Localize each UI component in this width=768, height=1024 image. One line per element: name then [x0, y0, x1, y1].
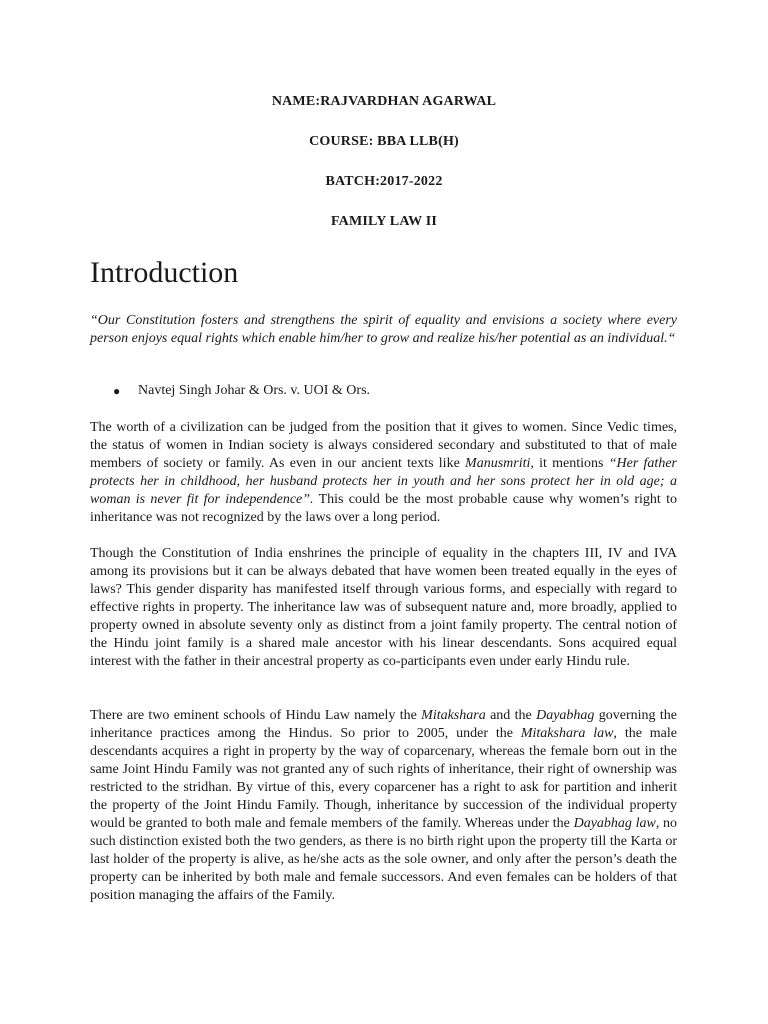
- paragraph-3-text-i: , no such distinction existed both the two genders, as there is no birth right upon the property till the Karta or last holder of the property is alive, as he/she acts as the sole owner, and only after the person’s death the property can be inherited by both male and female successors. And even females can be holders of that position managing the affairs of the Family.: [90, 816, 677, 903]
- paragraph-3-dayabhag: Dayabhag: [536, 708, 595, 723]
- subject-line: FAMILY LAW II: [330, 214, 438, 229]
- paragraph-1-text-a: The worth of a civilization can be judged from the position that it gives to women. Since Vedic times, the status of women in Indian society is always considered secondary and substituted to that of male members of society or family. As even in our ancient texts like: [90, 420, 677, 471]
- constitution-quote: “Our Constitution fosters and strengthens the spirit of equality and envisions a society where every person enjoys equal rights which enable him/her to grow and realize his/her potential as an individual.“: [90, 313, 677, 346]
- course-line: COURSE: BBA LLB(H): [309, 134, 459, 149]
- paragraph-1-quote: “Her father protects her in childhood, her husband protects her in youth and her sons protect her in old age; a woman is never fit for independence”.: [90, 456, 677, 507]
- paragraph-3-mitakshara: Mitakshara: [421, 708, 486, 723]
- paragraph-3: [90, 707, 677, 905]
- author-name: NAME:RAJVARDHAN AGARWAL: [271, 94, 497, 109]
- paragraph-2: Though the Constitution of India enshrines the principle of equality in the chapters III, IV and IVA among its provisions but it can be always debated that have women been treated equally in the eyes of laws? This gender disparity has manifested itself through various forms, and especially with regard to effective rights in property. The inheritance law was of subsequent nature and, more broadly, applied to property owned in absolute seventy only as distinct from a joint family property. The central notion of the Hindu joint family is a shared male ancestor with his linear descendants. Sons acquired equal interest with the father in their ancestral property as co-participants even under early Hindu rule.: [90, 546, 677, 669]
- paragraph-1: [90, 419, 677, 527]
- paragraph-1-manusmriti: Manusmriti,: [465, 456, 534, 471]
- paragraph-3-dayabhag-law: Dayabhag law: [573, 816, 656, 831]
- paragraph-3-text-e: governing the inheritance practices among the Hindus. So prior to 2005, under the: [90, 708, 677, 741]
- section-heading: Introduction: [90, 256, 239, 289]
- paragraph-1-text-c: it mentions: [533, 456, 609, 471]
- bullet-icon: ●: [113, 384, 121, 398]
- batch-line: BATCH:2017-2022: [325, 174, 443, 189]
- paragraph-1-text-e: This could be the most probable cause why women’s right to inheritance was not recognized by the laws over a long period.: [90, 492, 677, 525]
- paragraph-3-text-g: , the male descendants acquires a right in property by the way of coparcenary, whereas the female born out in the same Joint Hindu Family was not granted any of such rights of inheritance, their right of ownership was restricted to the stridhan. By virtue of this, every coparcener has a right to ask for partition and inherit the property of the Joint Hindu Family. Though, inheritance by succession of the individual property would be granted to both male and female members of the family. Whereas under the: [90, 726, 678, 831]
- paragraph-3-text-a: There are two eminent schools of Hindu Law namely the: [90, 708, 422, 723]
- paragraph-3-mitakshara-law: Mitakshara law: [520, 726, 614, 741]
- paragraph-3-text-c: and the: [485, 708, 537, 723]
- case-citation-text: Navtej Singh Johar & Ors. v. UOI & Ors.: [138, 383, 371, 398]
